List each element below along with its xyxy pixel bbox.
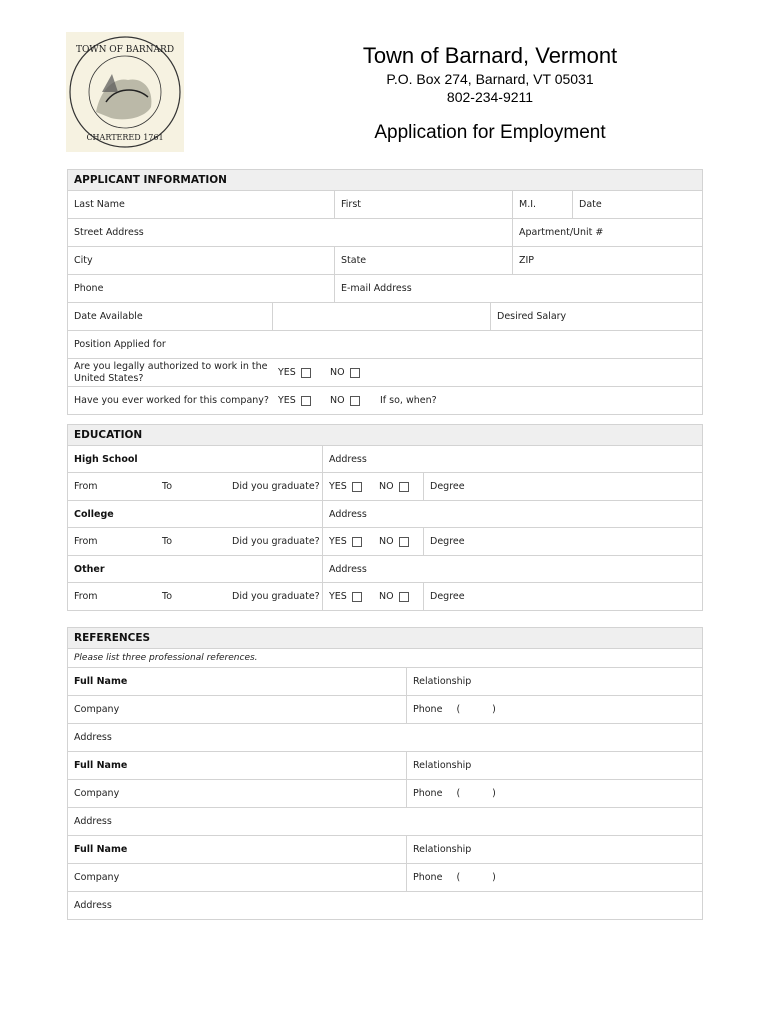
other-school-field[interactable] xyxy=(68,556,322,582)
field-label: If so, when? xyxy=(380,395,437,406)
graduate-question xyxy=(226,528,322,555)
state-field[interactable] xyxy=(334,247,512,274)
section-title: APPLICANT INFORMATION xyxy=(68,170,702,191)
from-field[interactable] xyxy=(68,473,156,500)
authorized-yes[interactable] xyxy=(272,359,324,386)
no-label: NO xyxy=(379,591,394,602)
from-field[interactable] xyxy=(68,583,156,610)
area-code-open: ( xyxy=(456,872,461,883)
to-field[interactable] xyxy=(156,583,226,610)
field-label: Street Address xyxy=(74,227,144,238)
applicant-information-section xyxy=(67,169,703,415)
field-label: Address xyxy=(329,563,367,575)
field-label: Phone xyxy=(413,872,443,883)
reference-address-row xyxy=(68,808,702,836)
phone-field[interactable] xyxy=(406,780,702,807)
field-label: Address xyxy=(329,453,367,465)
field-label: Address xyxy=(74,900,112,911)
phone-field[interactable] xyxy=(406,696,702,723)
svg-text:TOWN OF BARNARD: TOWN OF BARNARD xyxy=(75,45,175,55)
field-label: Position Applied for xyxy=(74,339,166,350)
zip-field[interactable] xyxy=(512,247,702,274)
position-field[interactable] xyxy=(68,331,702,358)
field-label: Address xyxy=(74,816,112,827)
relationship-field[interactable] xyxy=(406,752,702,779)
reference-company-row xyxy=(68,696,702,724)
section-title: EDUCATION xyxy=(68,425,702,446)
field-label: Relationship xyxy=(413,676,472,687)
to-field[interactable] xyxy=(156,473,226,500)
area-code-close: ) xyxy=(492,788,496,799)
field-label: From xyxy=(74,591,98,602)
question-text: Are you legally authorized to work in the United States? xyxy=(74,360,268,384)
area-code-close: ) xyxy=(492,872,496,883)
worked-no[interactable] xyxy=(324,387,374,414)
field-label: M.I. xyxy=(519,199,537,210)
checkbox-icon[interactable] xyxy=(399,537,409,547)
area-code-open: ( xyxy=(456,704,461,715)
field-label: Full Name xyxy=(74,844,128,855)
yes-label: YES xyxy=(278,367,296,378)
field-label: Full Name xyxy=(74,676,128,687)
field-label: State xyxy=(341,255,367,266)
field-label: Phone xyxy=(413,704,443,715)
section-title: REFERENCES xyxy=(68,628,702,649)
graduate-yes[interactable] xyxy=(322,528,373,555)
graduate-yes[interactable] xyxy=(322,583,373,610)
checkbox-icon[interactable] xyxy=(399,592,409,602)
reference-company-row xyxy=(68,864,702,892)
checkbox-icon[interactable] xyxy=(301,368,311,378)
field-label: Last Name xyxy=(74,199,125,210)
worked-question xyxy=(68,387,272,414)
field-label: From xyxy=(74,481,98,492)
street-row xyxy=(68,219,702,247)
town-name: Town of Barnard, Vermont xyxy=(362,43,618,68)
references-section xyxy=(67,627,703,920)
question-text: Have you ever worked for this company? xyxy=(74,395,269,406)
relationship-field[interactable] xyxy=(406,668,702,695)
college-address-field[interactable] xyxy=(322,501,702,527)
reference-name-row xyxy=(68,668,702,696)
checkbox-icon[interactable] xyxy=(352,592,362,602)
graduate-no[interactable] xyxy=(373,473,423,500)
town-phone: 802-234-9211 xyxy=(446,89,534,105)
other-address-field[interactable] xyxy=(322,556,702,582)
degree-field[interactable] xyxy=(423,473,702,500)
education-section xyxy=(67,424,703,611)
yes-label: YES xyxy=(329,536,347,547)
field-label: To xyxy=(162,536,173,547)
checkbox-icon[interactable] xyxy=(352,537,362,547)
college-details-row xyxy=(68,528,702,556)
degree-field[interactable] xyxy=(423,583,702,610)
college-row xyxy=(68,501,702,528)
city-row xyxy=(68,247,702,275)
field-label: Degree xyxy=(430,591,465,602)
email-field[interactable] xyxy=(334,275,702,302)
references-note xyxy=(68,649,702,667)
field-label: Desired Salary xyxy=(497,311,567,322)
company-field[interactable] xyxy=(68,780,406,807)
graduate-question xyxy=(226,473,322,500)
graduate-question xyxy=(226,583,322,610)
field-label: Relationship xyxy=(413,760,472,771)
city-field[interactable] xyxy=(68,247,334,274)
field-label: To xyxy=(162,481,173,492)
field-label: High School xyxy=(74,453,138,465)
field-label: Other xyxy=(74,563,105,575)
reference-name-row xyxy=(68,752,702,780)
field-label: Apartment/Unit # xyxy=(519,227,604,238)
field-label: First xyxy=(341,199,361,210)
field-label: Address xyxy=(329,508,367,520)
reference-address-row xyxy=(68,892,702,919)
middle-initial-field[interactable] xyxy=(512,191,572,218)
address-field[interactable] xyxy=(68,808,702,835)
yes-label: YES xyxy=(278,395,296,406)
full-name-field[interactable] xyxy=(68,752,406,779)
name-row xyxy=(68,191,702,219)
checkbox-icon[interactable] xyxy=(350,368,360,378)
field-label: City xyxy=(74,255,93,266)
field-label: Company xyxy=(74,704,120,715)
phone-row xyxy=(68,275,702,303)
to-field[interactable] xyxy=(156,528,226,555)
field-label: Degree xyxy=(430,481,465,492)
area-code-close: ) xyxy=(492,704,496,715)
phone-field[interactable] xyxy=(68,275,334,302)
address-field[interactable] xyxy=(68,892,702,919)
worked-before-row xyxy=(68,387,702,414)
field-label: E-mail Address xyxy=(341,283,412,294)
full-name-field[interactable] xyxy=(68,836,406,863)
no-label: NO xyxy=(379,481,394,492)
desired-salary-field[interactable] xyxy=(490,303,702,330)
checkbox-icon[interactable] xyxy=(352,482,362,492)
date-available-input[interactable] xyxy=(272,303,490,330)
field-label: Degree xyxy=(430,536,465,547)
position-row xyxy=(68,331,702,359)
other-row xyxy=(68,556,702,583)
field-label: College xyxy=(74,508,114,520)
form-title: Application for Employment xyxy=(374,122,606,143)
checkbox-icon[interactable] xyxy=(350,396,360,406)
relationship-field[interactable] xyxy=(406,836,702,863)
high-school-row xyxy=(68,446,702,473)
apartment-field[interactable] xyxy=(512,219,702,246)
checkbox-icon[interactable] xyxy=(301,396,311,406)
from-field[interactable] xyxy=(68,528,156,555)
college-field[interactable] xyxy=(68,501,322,527)
reference-name-row xyxy=(68,836,702,864)
town-address: P.O. Box 274, Barnard, VT 05031 xyxy=(386,71,594,87)
area-code-open: ( xyxy=(456,788,461,799)
no-label: NO xyxy=(330,395,345,406)
field-label: To xyxy=(162,591,173,602)
field-label: Date Available xyxy=(74,311,143,322)
company-field[interactable] xyxy=(68,864,406,891)
field-label: Company xyxy=(74,788,120,799)
high-school-address-field[interactable] xyxy=(322,446,702,472)
last-name-field[interactable] xyxy=(68,191,334,218)
other-details-row xyxy=(68,583,702,610)
reference-address-row xyxy=(68,724,702,752)
graduate-no[interactable] xyxy=(373,583,423,610)
yes-label: YES xyxy=(329,591,347,602)
worked-yes[interactable] xyxy=(272,387,324,414)
question-text: Did you graduate? xyxy=(232,481,320,492)
note-text: Please list three professional references. xyxy=(74,653,258,663)
field-label: Address xyxy=(74,732,112,743)
checkbox-icon[interactable] xyxy=(399,482,409,492)
first-name-field[interactable] xyxy=(334,191,512,218)
field-label: Phone xyxy=(74,283,104,294)
degree-field[interactable] xyxy=(423,528,702,555)
address-field[interactable] xyxy=(68,724,702,751)
yes-label: YES xyxy=(329,481,347,492)
company-field[interactable] xyxy=(68,696,406,723)
svg-text:CHARTERED 1761: CHARTERED 1761 xyxy=(86,133,164,142)
full-name-field[interactable] xyxy=(68,668,406,695)
graduate-no[interactable] xyxy=(373,528,423,555)
reference-company-row xyxy=(68,780,702,808)
authorized-question xyxy=(68,359,272,386)
field-label: From xyxy=(74,536,98,547)
field-label: ZIP xyxy=(519,255,535,266)
date-field[interactable] xyxy=(572,191,702,218)
authorized-row xyxy=(68,359,702,387)
field-label: Company xyxy=(74,872,120,883)
if-so-when-field[interactable] xyxy=(374,387,674,414)
town-seal-logo xyxy=(66,32,184,152)
references-note-row xyxy=(68,649,702,668)
high-school-field[interactable] xyxy=(68,446,322,472)
question-text: Did you graduate? xyxy=(232,536,320,547)
street-address-field[interactable] xyxy=(68,219,512,246)
high-school-details-row xyxy=(68,473,702,501)
no-label: NO xyxy=(379,536,394,547)
date-available-field[interactable] xyxy=(68,303,272,330)
field-label: Date xyxy=(579,199,602,210)
authorized-no[interactable] xyxy=(324,359,384,386)
phone-field[interactable] xyxy=(406,864,702,891)
question-text: Did you graduate? xyxy=(232,591,320,602)
field-label: Full Name xyxy=(74,760,128,771)
no-label: NO xyxy=(330,367,345,378)
field-label: Phone xyxy=(413,788,443,799)
availability-row xyxy=(68,303,702,331)
field-label: Relationship xyxy=(413,844,472,855)
graduate-yes[interactable] xyxy=(322,473,373,500)
